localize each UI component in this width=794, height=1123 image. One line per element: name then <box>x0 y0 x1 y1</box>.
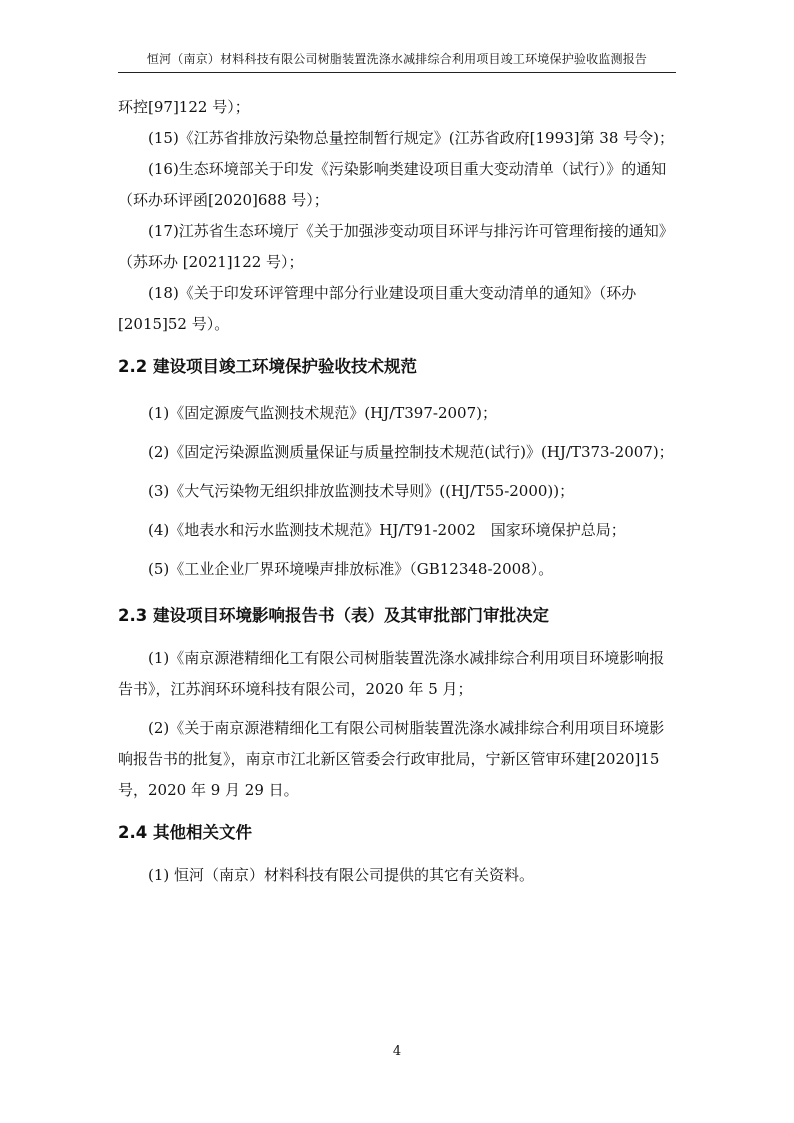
norm-item-5: (5)《工业企业厂界环境噪声排放标准》（GB12348-2008）。 <box>148 560 554 578</box>
norm-item-1: (1)《固定源废气监测技术规范》(HJ/T397-2007)； <box>148 404 497 422</box>
header-rule <box>118 72 676 73</box>
reference-17: (17)江苏省生态环境厅《关于加强涉变动项目环评与排污许可管理衔接的通知》 （苏环办 [2021]122 号）； <box>118 222 674 271</box>
eia-item-1: (1)《南京源港精细化工有限公司树脂装置洗涤水减排综合利用项目环境影响报告书》，江苏润环环境科技有限公司，2020 年 5 月； <box>118 649 665 698</box>
reference-18: (18)《关于印发环评管理中部分行业建设项目重大变动清单的通知》（环办[2015]52 号）。 <box>118 284 637 333</box>
norm-item-2: (2)《固定污染源监测质量保证与质量控制技术规范(试行)》(HJ/T373-2007)； <box>148 443 674 461</box>
eia-item-2: (2)《关于南京源港精细化工有限公司树脂装置洗涤水减排综合利用项目环境影响报告书的批复》，南京市江北新区管委会行政审批局，宁新区管审环建[2020]15 号，2020 年 9 月 29 日。 <box>118 719 665 799</box>
reference-16: (16)生态环境部关于印发《污染影响类建设项目重大变动清单（试行）》的通知（环办环评函[2020]688 号）； <box>118 160 667 209</box>
reference-15: (15)《江苏省排放污染物总量控制暂行规定》(江苏省政府[1993]第 38 号令)； <box>148 129 674 147</box>
page-header: 恒河（南京）材料科技有限公司树脂装置洗涤水减排综合利用项目竣工环境保护验收监测报告 <box>146 52 648 66</box>
section-2-2-list <box>118 394 678 589</box>
document-body <box>118 92 678 891</box>
section-2-3-heading: 2.3 建设项目环境影响报告书（表）及其审批部门审批决定 <box>118 606 549 625</box>
section-2-2-heading: 2.2 建设项目竣工环境保护验收技术规范 <box>118 357 417 376</box>
other-item-1: (1) 恒河（南京）材料科技有限公司提供的其它有关资料。 <box>148 866 535 884</box>
norm-item-3: (3)《大气污染物无组织排放监测技术导则》((HJ/T55-2000))； <box>148 482 575 500</box>
section-2-4-heading: 2.4 其他相关文件 <box>118 823 252 842</box>
page-number: 4 <box>392 1044 402 1059</box>
norm-item-4: (4)《地表水和污水监测技术规范》HJ/T91-2002 国家环境保护总局； <box>148 521 626 539</box>
paragraph-cont: 环控[97]122 号）； <box>118 98 250 116</box>
